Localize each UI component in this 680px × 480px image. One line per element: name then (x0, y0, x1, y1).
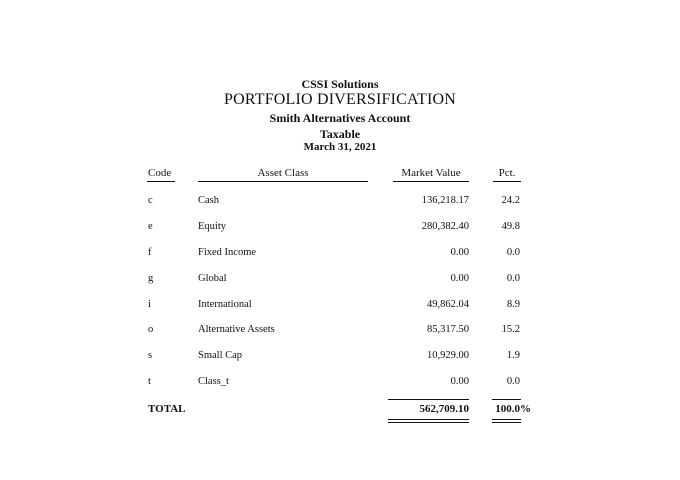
total-pct-top-rule (492, 399, 521, 400)
total-market-value-top-rule (388, 399, 469, 400)
row-code: o (148, 324, 154, 335)
row-pct: 49.8 (501, 221, 520, 232)
row-code: t (148, 376, 151, 387)
row-pct: 24.2 (501, 195, 520, 206)
row-pct: 15.2 (501, 324, 520, 335)
column-header-pct: Pct. (498, 167, 516, 179)
total-pct-double-rule-1 (492, 419, 521, 420)
row-asset-class: Class_t (198, 376, 229, 387)
account-name: Smith Alternatives Account (269, 111, 411, 125)
total-market-value: 562,709.10 (419, 403, 469, 415)
total-label: TOTAL (148, 403, 186, 415)
total-pct-double-rule-2 (492, 422, 521, 423)
column-header-market-value: Market Value (401, 167, 461, 179)
row-pct: 0.0 (506, 376, 520, 387)
row-asset-class: Small Cap (198, 350, 243, 361)
row-asset-class: International (198, 299, 252, 310)
column-header-asset-class: Asset Class (257, 167, 309, 179)
row-code: i (148, 299, 151, 310)
row-asset-class: Equity (198, 221, 226, 232)
row-market-value: 280,382.40 (421, 221, 469, 232)
report-title: PORTFOLIO DIVERSIFICATION (223, 91, 457, 108)
column-header-code: Code (148, 167, 172, 179)
row-asset-class: Global (198, 273, 227, 284)
row-market-value: 0.00 (450, 273, 469, 284)
row-market-value: 49,862.04 (427, 299, 469, 310)
code-header-underline (147, 181, 175, 182)
row-code: s (148, 350, 153, 361)
row-pct: 0.0 (506, 273, 520, 284)
row-asset-class: Cash (198, 195, 219, 206)
row-code: g (148, 273, 154, 284)
row-market-value: 136,218.17 (421, 195, 469, 206)
row-pct: 1.9 (506, 350, 520, 361)
report-date: March 31, 2021 (303, 141, 377, 153)
row-pct: 0.0 (506, 247, 520, 258)
row-code: c (148, 195, 153, 206)
market-value-header-underline (393, 181, 469, 182)
tax-status: Taxable (319, 127, 361, 141)
asset-header-underline (198, 181, 368, 182)
row-pct: 8.9 (506, 299, 520, 310)
total-market-value-double-rule-2 (388, 422, 469, 423)
pct-header-underline (493, 181, 521, 182)
row-market-value: 85,317.50 (427, 324, 469, 335)
row-code: e (148, 221, 153, 232)
total-pct: 100.0% (495, 403, 531, 415)
row-market-value: 10,929.00 (427, 350, 469, 361)
row-market-value: 0.00 (450, 247, 469, 258)
row-asset-class: Alternative Assets (198, 324, 275, 335)
total-market-value-double-rule-1 (388, 419, 469, 420)
row-market-value: 0.00 (450, 376, 469, 387)
company-name: CSSI Solutions (301, 77, 379, 91)
row-asset-class: Fixed Income (198, 247, 257, 258)
row-code: f (148, 247, 152, 258)
